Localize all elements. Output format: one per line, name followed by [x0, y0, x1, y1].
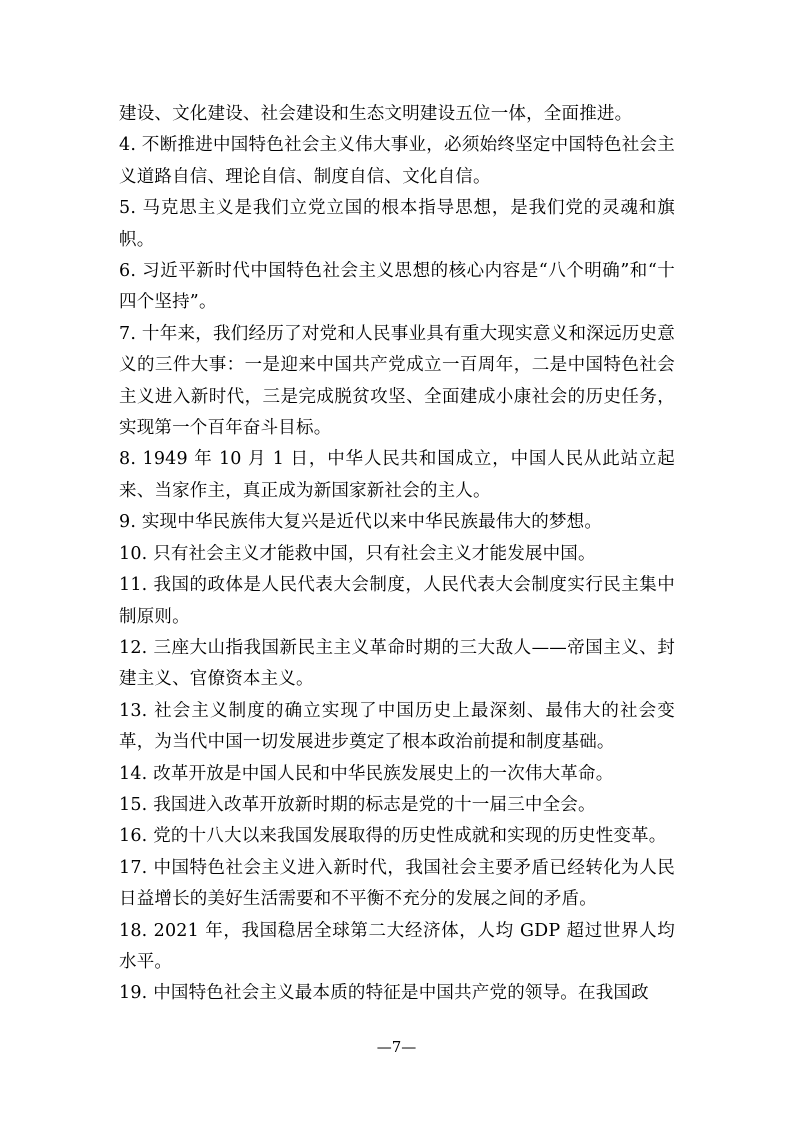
- paragraph-item-10: 10. 只有社会主义才能救中国，只有社会主义才能发展中国。: [119, 543, 596, 564]
- paragraph-item-8: 8. 1949 年 10 月 1 日，中华人民共和国成立，中国人民从此站立起来、当家作主，真正成为新国家新社会的主人。: [119, 449, 675, 501]
- document-body: [119, 99, 675, 1010]
- paragraph-item-18: 18. 2021 年，我国稳居全球第二大经济体，人均 GDP 超过世界人均水平。: [119, 920, 675, 972]
- paragraph-item-12: 12. 三座大山指我国新民主主义革命时期的三大敌人——帝国主义、封建主义、官僚资本主义。: [119, 637, 675, 690]
- paragraph-item-16: 16. 党的十八大以来我国发展取得的历史性成就和实现的历史性变革。: [119, 826, 667, 847]
- paragraph-item-17: 17. 中国特色社会主义进入新时代，我国社会主要矛盾已经转化为人民日益增长的美好生活需要和不平衡不充分的发展之间的矛盾。: [119, 857, 675, 910]
- paragraph-item-15: 15. 我国进入改革开放新时期的标志是党的十一届三中全会。: [119, 794, 596, 815]
- paragraph-continued: 建设、文化建设、社会建设和生态文明建设五位一体，全面推进。: [119, 104, 633, 124]
- paragraph-item-4: 4. 不断推进中国特色社会主义伟大事业，必须始终坚定中国特色社会主义道路自信、理论自信、制度自信、文化自信。: [119, 135, 675, 187]
- paragraph-item-19: 19. 中国特色社会主义最本质的特征是中国共产党的领导。在我国政: [119, 983, 649, 1004]
- paragraph-item-5: 5. 马克思主义是我们立党立国的根本指导思想，是我们党的灵魂和旗帜。: [119, 198, 675, 250]
- paragraph-item-9: 9. 实现中华民族伟大复兴是近代以来中华民族最伟大的梦想。: [119, 512, 603, 533]
- paragraph-item-13: 13. 社会主义制度的确立实现了中国历史上最深刻、最伟大的社会变革，为当代中国一切发展进步奠定了根本政治前提和制度基础。: [119, 700, 675, 753]
- paragraph-item-14: 14. 改革开放是中国人民和中华民族发展史上的一次伟大革命。: [119, 763, 614, 784]
- paragraph-item-6: 6. 习近平新时代中国特色社会主义思想的核心内容是“八个明确”和“十四个坚持”。: [119, 261, 675, 313]
- page-number: —7—: [376, 1038, 417, 1056]
- paragraph-item-7: 7. 十年来，我们经历了对党和人民事业具有重大现实意义和深远历史意义的三件大事：一是迎来中国共产党成立一百周年，二是中国特色社会主义进入新时代，三是完成脱贫攻坚、全面建成小康社会的历史任务，实现第一个百年奋斗目标。: [119, 323, 675, 439]
- paragraph-item-11: 11. 我国的政体是人民代表大会制度，人民代表大会制度实行民主集中制原则。: [119, 575, 675, 627]
